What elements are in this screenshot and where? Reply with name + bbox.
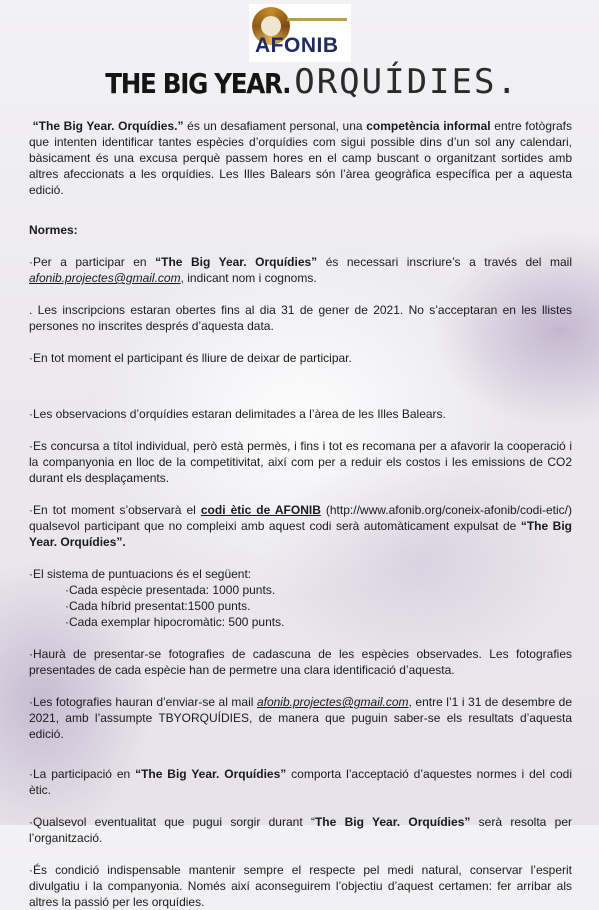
event-name: “The Big Year. Orquídies” bbox=[135, 767, 287, 781]
normes-label: Normes: bbox=[29, 223, 78, 237]
rule-area: ·Les observacions d’orquídies estaran delimitades a l’àrea de les Illes Balears. bbox=[29, 407, 446, 421]
email-link[interactable]: afonib.projectes@gmail.com bbox=[256, 695, 409, 709]
intro-bold-phrase: competència informal bbox=[366, 119, 491, 133]
scoring-item: ·Cada exemplar hipocromàtic: 500 punts. bbox=[65, 615, 285, 629]
rule-scoring: ·El sistema de puntuacions és el següent: bbox=[29, 567, 252, 581]
scoring-item: ·Cada híbrid presentat:1500 punts. bbox=[65, 599, 251, 613]
rule-eventuality bbox=[29, 814, 572, 846]
rule-text: (http://www.afonib.org/coneix-afonib/codi-etic/) qualsevol participant que no compleixi amb aquest codi serà automàticament expulsat de bbox=[29, 503, 573, 533]
rule-text: ·En tot moment s’observarà el bbox=[29, 503, 201, 517]
event-name: “The Big Year. Orquídies” bbox=[155, 255, 318, 269]
intro-bold-title: “The Big Year. Orquídies.” bbox=[29, 119, 184, 133]
rule-acceptance bbox=[29, 766, 572, 798]
rule-text: . bbox=[122, 535, 126, 549]
title-sub: ORQUÍDIES. bbox=[294, 62, 519, 102]
rule-withdraw: ·En tot moment el participant és lliure de deixar de participar. bbox=[29, 351, 352, 365]
logo-divider bbox=[287, 18, 347, 21]
rule-text: ·La participació en bbox=[29, 767, 136, 781]
normes-heading bbox=[29, 222, 572, 238]
intro-text: és un desafiament personal, una bbox=[183, 119, 367, 133]
rule-text: , indicant nom i cognoms. bbox=[180, 271, 317, 285]
rule-respect: ·És condició indispensable mantenir sempre el respecte pel medi natural, conservar l’esperit divulgatiu i la companyonia. Només així aconseguirem l’objectiu d’aquest certamen: fer arribar als altres la passió per les orquídies. bbox=[29, 863, 572, 909]
intro-paragraph bbox=[29, 118, 572, 198]
event-name: “The Big Year. Orquídies” bbox=[29, 519, 573, 549]
ethics-code-link[interactable]: codi ètic de AFONIB bbox=[200, 503, 321, 517]
rule-registration bbox=[29, 254, 572, 286]
rule-text: serà resolta per l’organització. bbox=[29, 815, 572, 845]
rule-text: , entre l’1 i 31 de desembre de 2021, amb l’assumpte TBYORQUÍDIES, de manera que puguin saber-se els resultats d’aquesta edició. bbox=[29, 695, 573, 741]
rule-text: és necessari inscriure’s a través del mail bbox=[317, 255, 572, 269]
rule-submission bbox=[29, 694, 572, 742]
rule-deadline: . Les inscripcions estaran obertes fins al dia 31 de gener de 2021. No s’acceptaran en les llistes persones no inscrites després d’aquesta data. bbox=[29, 303, 572, 333]
scoring-item: ·Cada espècie presentada: 1000 punts. bbox=[65, 583, 276, 597]
document-body bbox=[29, 118, 572, 910]
event-name: The Big Year. Orquídies” bbox=[314, 815, 471, 829]
rule-text: ·Per a participar en bbox=[29, 255, 156, 269]
rule-individual: ·Es concursa a títol individual, però està permès, i fins i tot es recomana per a afavorir la cooperació i la companyonia en lloc de la competitivitat, així com per a reduir els costos i les emissions de CO2 durant els desplaçaments. bbox=[29, 439, 572, 485]
rule-ethics bbox=[29, 502, 572, 550]
rule-text: comporta l’acceptació d’aquestes normes i del codi ètic. bbox=[29, 767, 573, 797]
afonib-logo bbox=[249, 4, 351, 62]
title-main: THE BIG YEAR. bbox=[105, 67, 291, 100]
rule-text: ·Les fotografies hauran d’enviar-se al mail bbox=[29, 695, 257, 709]
email-link[interactable]: afonib.projectes@gmail.com bbox=[29, 271, 181, 285]
page-title bbox=[0, 62, 599, 102]
rule-photos: ·Haurà de presentar-se fotografies de cadascuna de les espècies observades. Les fotografies presentades de cada espècie han de permetre una clara identificació d’aquesta. bbox=[29, 647, 572, 677]
logo-text: AFONIB bbox=[255, 34, 339, 57]
rule-text: ·Qualsevol eventualitat que pugui sorgir durant “ bbox=[29, 815, 315, 829]
intro-text: entre fotògrafs que intenten identificar tantes espècies d’orquídies com sigui possible dins d’un sol any calendari, bàsicament és una excusa perquè passem hores en el camp buscant o organitzant sortides amb altres afeccionats a les orquídies. Les Illes Balears són l’àrea geogràfica específica per a aquesta edició. bbox=[29, 119, 572, 197]
